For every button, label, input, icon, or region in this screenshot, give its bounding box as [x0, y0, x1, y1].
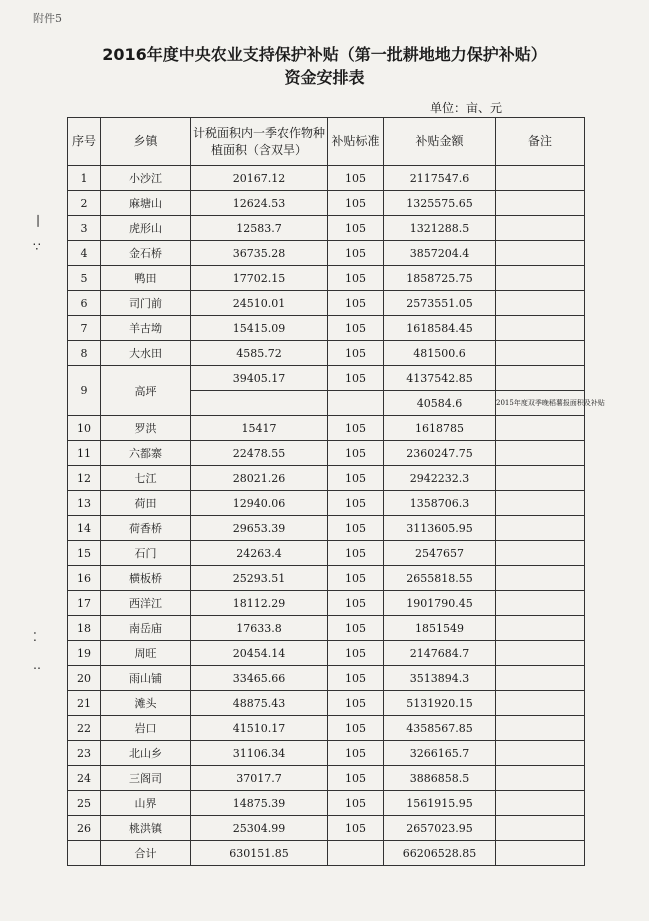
cell-amount: 2573551.05	[384, 291, 496, 316]
cell-seq: 23	[68, 741, 101, 766]
cell-area: 17702.15	[191, 266, 328, 291]
table-row	[68, 716, 585, 741]
cell-seq: 26	[68, 816, 101, 841]
cell-town: 麻塘山	[101, 191, 191, 216]
total-area: 630151.85	[191, 841, 328, 866]
cell-seq: 16	[68, 566, 101, 591]
cell-area: 18112.29	[191, 591, 328, 616]
scan-mark: ❘	[33, 213, 44, 227]
total-label: 合计	[101, 841, 191, 866]
table-header-row	[68, 118, 585, 166]
cell-standard: 105	[328, 191, 384, 216]
cell-standard: 105	[328, 766, 384, 791]
cell-note	[496, 291, 585, 316]
total-amount: 66206528.85	[384, 841, 496, 866]
cell-amount: 1851549	[384, 616, 496, 641]
scan-mark: ∵	[33, 240, 41, 254]
cell-area: 41510.17	[191, 716, 328, 741]
cell-seq: 8	[68, 341, 101, 366]
cell-standard: 105	[328, 591, 384, 616]
cell-seq: 3	[68, 216, 101, 241]
cell-area: 4585.72	[191, 341, 328, 366]
cell-area: 24263.4	[191, 541, 328, 566]
cell-seq: 12	[68, 466, 101, 491]
cell-standard: 105	[328, 666, 384, 691]
cell-note	[496, 641, 585, 666]
cell-area: 15417	[191, 416, 328, 441]
annex-label: 附件5	[33, 12, 62, 25]
cell-town: 高坪	[101, 366, 191, 416]
cell-area: 17633.8	[191, 616, 328, 641]
table-row	[68, 416, 585, 441]
cell-amount: 1561915.95	[384, 791, 496, 816]
cell-note	[496, 841, 585, 866]
cell-amount: 2942232.3	[384, 466, 496, 491]
table-row	[68, 666, 585, 691]
cell-seq: 14	[68, 516, 101, 541]
cell-town: 三阁司	[101, 766, 191, 791]
table-row	[68, 466, 585, 491]
cell-town: 鸭田	[101, 266, 191, 291]
header-amount: 补贴金额	[384, 118, 496, 166]
cell-town: 六都寨	[101, 441, 191, 466]
table-row	[68, 616, 585, 641]
table-row	[68, 166, 585, 191]
cell-standard: 105	[328, 441, 384, 466]
header-standard: 补贴标准	[328, 118, 384, 166]
cell-amount: 1618584.45	[384, 316, 496, 341]
cell-town: 西洋江	[101, 591, 191, 616]
table-row	[68, 316, 585, 341]
cell-standard: 105	[328, 216, 384, 241]
table-row	[68, 516, 585, 541]
cell-amount: 3113605.95	[384, 516, 496, 541]
cell-note	[496, 741, 585, 766]
cell-seq: 11	[68, 441, 101, 466]
table-row	[68, 441, 585, 466]
cell-amount: 2147684.7	[384, 641, 496, 666]
cell-town: 雨山铺	[101, 666, 191, 691]
cell-standard: 105	[328, 816, 384, 841]
cell-standard: 105	[328, 566, 384, 591]
table-row	[68, 816, 585, 841]
table-row	[68, 641, 585, 666]
cell-amount: 1901790.45	[384, 591, 496, 616]
cell-area: 37017.7	[191, 766, 328, 791]
cell-town: 北山乡	[101, 741, 191, 766]
cell-amount: 4358567.85	[384, 716, 496, 741]
table-row	[68, 266, 585, 291]
cell-area: 28021.26	[191, 466, 328, 491]
cell-seq: 2	[68, 191, 101, 216]
cell-town: 石门	[101, 541, 191, 566]
cell-standard: 105	[328, 516, 384, 541]
table-row	[68, 791, 585, 816]
cell-amount: 2655818.55	[384, 566, 496, 591]
unit-label: 单位：亩、元	[430, 101, 503, 115]
cell-standard: 105	[328, 466, 384, 491]
table-row	[68, 566, 585, 591]
cell-amount: 1358706.3	[384, 491, 496, 516]
cell-town: 山界	[101, 791, 191, 816]
cell-amount: 3266165.7	[384, 741, 496, 766]
cell-note	[496, 241, 585, 266]
cell-standard: 105	[328, 316, 384, 341]
cell-town: 滩头	[101, 691, 191, 716]
cell-town: 横板桥	[101, 566, 191, 591]
cell-note	[496, 191, 585, 216]
cell-town: 大水田	[101, 341, 191, 366]
subsidy-table	[67, 117, 605, 866]
table-row	[68, 691, 585, 716]
cell-amount: 1858725.75	[384, 266, 496, 291]
cell-area: 15415.09	[191, 316, 328, 341]
title-line-2: 资金安排表	[284, 68, 365, 87]
header-note: 备注	[496, 118, 585, 166]
cell-seq: 17	[68, 591, 101, 616]
table-row	[68, 591, 585, 616]
cell-amount: 40584.6	[384, 391, 496, 416]
cell-seq: 25	[68, 791, 101, 816]
cell-area: 25293.51	[191, 566, 328, 591]
cell-area: 24510.01	[191, 291, 328, 316]
cell-note: 2015年度双季晚稻薯报面积及补贴	[496, 391, 585, 416]
cell-amount: 3857204.4	[384, 241, 496, 266]
cell-note	[496, 516, 585, 541]
cell-note	[496, 216, 585, 241]
cell-note	[496, 566, 585, 591]
cell-note	[496, 341, 585, 366]
cell-note	[496, 816, 585, 841]
cell-seq: 15	[68, 541, 101, 566]
cell-amount: 2657023.95	[384, 816, 496, 841]
cell-town: 南岳庙	[101, 616, 191, 641]
cell-town: 金石桥	[101, 241, 191, 266]
cell-note	[496, 766, 585, 791]
cell-note	[496, 441, 585, 466]
cell-town: 周旺	[101, 641, 191, 666]
cell-town: 虎形山	[101, 216, 191, 241]
cell-standard: 105	[328, 616, 384, 641]
cell-standard: 105	[328, 491, 384, 516]
cell-note	[496, 416, 585, 441]
cell-amount: 1618785	[384, 416, 496, 441]
cell-town: 七江	[101, 466, 191, 491]
title-line-1: 2016年度中央农业支持保护补贴（第一批耕地地力保护补贴）	[102, 45, 547, 64]
table-row	[68, 216, 585, 241]
cell-area: 39405.17	[191, 366, 328, 391]
cell-note	[496, 366, 585, 391]
cell-standard: 105	[328, 741, 384, 766]
table-row	[68, 191, 585, 216]
cell-seq: 24	[68, 766, 101, 791]
cell-note	[496, 591, 585, 616]
cell-standard: 105	[328, 716, 384, 741]
cell-seq: 13	[68, 491, 101, 516]
cell-amount: 3513894.3	[384, 666, 496, 691]
cell-amount: 4137542.85	[384, 366, 496, 391]
cell-amount: 3886858.5	[384, 766, 496, 791]
cell-town: 羊古坳	[101, 316, 191, 341]
cell-amount: 1321288.5	[384, 216, 496, 241]
cell-standard: 105	[328, 341, 384, 366]
cell-note	[496, 316, 585, 341]
cell-amount: 5131920.15	[384, 691, 496, 716]
scan-mark: ‥	[33, 658, 42, 672]
cell-area: 36735.28	[191, 241, 328, 266]
cell-town: 荷香桥	[101, 516, 191, 541]
cell-area: 12940.06	[191, 491, 328, 516]
table-row	[68, 491, 585, 516]
cell-area: 33465.66	[191, 666, 328, 691]
cell-standard: 105	[328, 791, 384, 816]
cell-town: 桃洪镇	[101, 816, 191, 841]
cell-standard: 105	[328, 241, 384, 266]
cell-standard: 105	[328, 366, 384, 391]
cell-seq: 10	[68, 416, 101, 441]
cell-note	[496, 616, 585, 641]
cell-note	[496, 716, 585, 741]
cell-area: 48875.43	[191, 691, 328, 716]
cell-note	[496, 466, 585, 491]
cell-town: 罗洪	[101, 416, 191, 441]
cell-amount: 481500.6	[384, 341, 496, 366]
table-row	[68, 366, 585, 391]
table-row	[68, 341, 585, 366]
cell-area: 22478.55	[191, 441, 328, 466]
cell-area: 12583.7	[191, 216, 328, 241]
table-row	[68, 291, 585, 316]
cell-town: 司门前	[101, 291, 191, 316]
table-row	[68, 741, 585, 766]
cell-seq: 7	[68, 316, 101, 341]
cell-amount: 1325575.65	[384, 191, 496, 216]
cell-standard: 105	[328, 641, 384, 666]
total-row	[68, 841, 585, 866]
cell-area: 12624.53	[191, 191, 328, 216]
cell-amount: 2117547.6	[384, 166, 496, 191]
cell-town: 小沙江	[101, 166, 191, 191]
cell-seq: 22	[68, 716, 101, 741]
cell-note	[496, 491, 585, 516]
cell-seq: 21	[68, 691, 101, 716]
cell-seq: 20	[68, 666, 101, 691]
cell-seq: 1	[68, 166, 101, 191]
table-row	[68, 541, 585, 566]
cell-amount: 2547657	[384, 541, 496, 566]
cell-seq: 5	[68, 266, 101, 291]
cell-town: 荷田	[101, 491, 191, 516]
cell-seq: 18	[68, 616, 101, 641]
cell-area: 14875.39	[191, 791, 328, 816]
header-town: 乡镇	[101, 118, 191, 166]
cell-town: 岩口	[101, 716, 191, 741]
cell-area: 29653.39	[191, 516, 328, 541]
table-row	[68, 241, 585, 266]
cell-seq: 6	[68, 291, 101, 316]
cell-area: 31106.34	[191, 741, 328, 766]
cell-area: 20454.14	[191, 641, 328, 666]
cell-standard	[328, 841, 384, 866]
cell-seq: 4	[68, 241, 101, 266]
cell-area	[191, 391, 328, 416]
cell-standard: 105	[328, 541, 384, 566]
cell-standard: 105	[328, 166, 384, 191]
cell-standard: 105	[328, 266, 384, 291]
table-row	[68, 766, 585, 791]
cell-amount: 2360247.75	[384, 441, 496, 466]
cell-seq: 19	[68, 641, 101, 666]
cell-seq	[68, 841, 101, 866]
cell-area: 20167.12	[191, 166, 328, 191]
cell-seq: 9	[68, 366, 101, 416]
scan-mark: ⁚	[33, 630, 37, 644]
cell-area: 25304.99	[191, 816, 328, 841]
cell-note	[496, 791, 585, 816]
cell-standard: 105	[328, 416, 384, 441]
cell-note	[496, 691, 585, 716]
header-seq: 序号	[68, 118, 101, 166]
cell-standard	[328, 391, 384, 416]
cell-standard: 105	[328, 691, 384, 716]
cell-note	[496, 666, 585, 691]
cell-note	[496, 166, 585, 191]
header-area: 计税面积内一季农作物种植面积（含双旱）	[191, 118, 328, 166]
cell-note	[496, 541, 585, 566]
cell-note	[496, 266, 585, 291]
cell-standard: 105	[328, 291, 384, 316]
